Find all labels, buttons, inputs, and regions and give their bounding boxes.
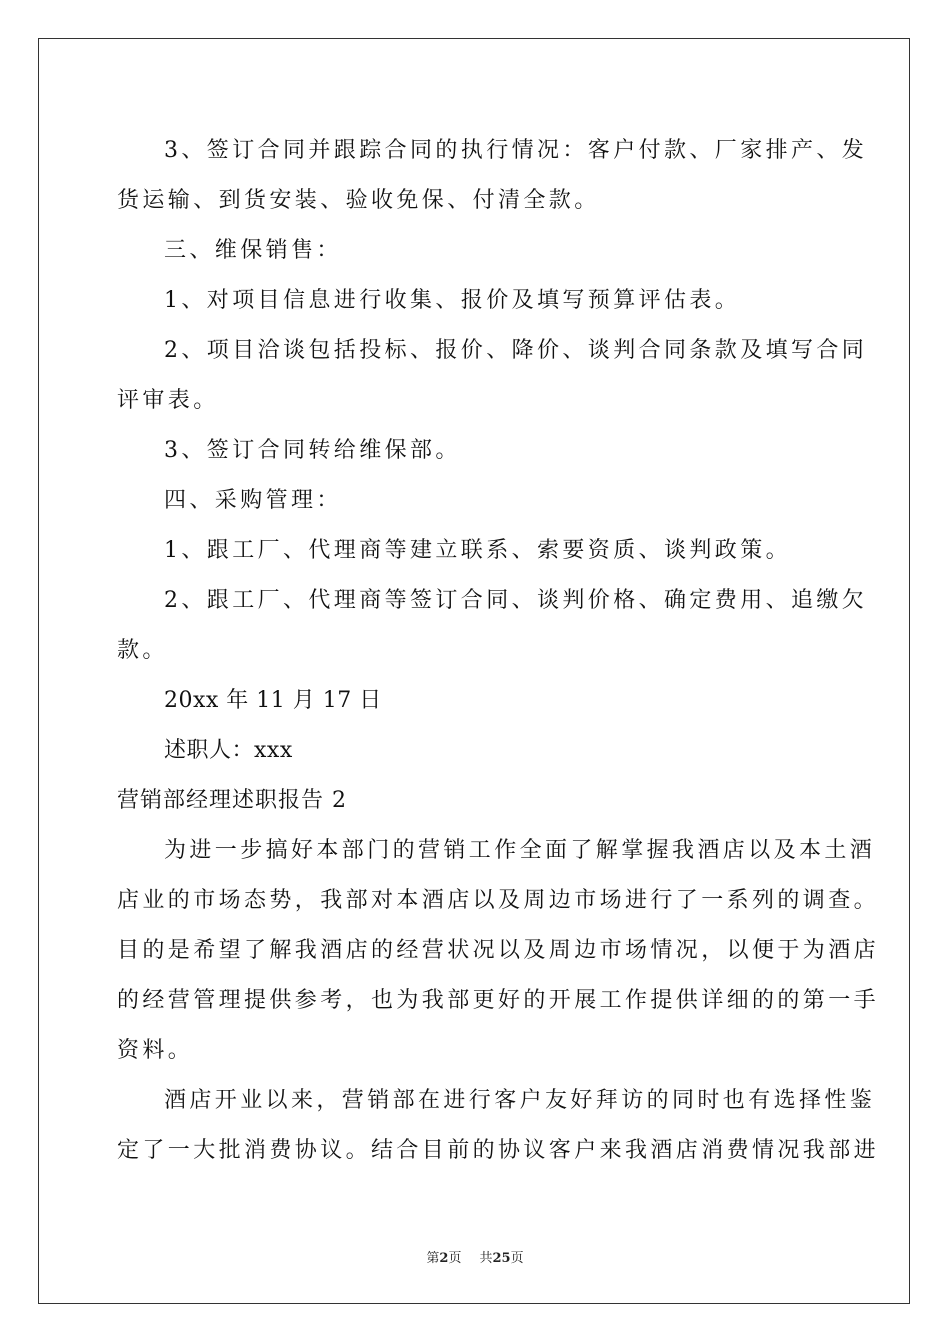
text-line: 2、项目洽谈包括投标、报价、降价、谈判合同条款及填写合同 bbox=[164, 338, 868, 363]
text-line: 2、跟工厂、代理商等签订合同、谈判价格、确定费用、追缴欠 bbox=[164, 588, 868, 613]
date-line: 20xx 年 11 月 17 日 bbox=[164, 688, 382, 713]
text-line: 店业的市场态势，我部对本酒店以及周边市场进行了一系列的调查。 bbox=[117, 888, 880, 913]
page-number: 2 bbox=[439, 1251, 449, 1266]
text-line: 酒店开业以来，营销部在进行客户友好拜访的同时也有选择性鉴 bbox=[164, 1088, 876, 1113]
section-heading: 四、采购管理： bbox=[164, 488, 342, 513]
total-pages: 25 bbox=[492, 1251, 511, 1266]
text-line: 1、跟工厂、代理商等建立联系、索要资质、谈判政策。 bbox=[164, 538, 791, 563]
page-footer bbox=[0, 1247, 950, 1266]
total-prefix: 共 bbox=[479, 1251, 493, 1266]
total-unit: 页 bbox=[510, 1251, 524, 1266]
report-title: 营销部经理述职报告 2 bbox=[117, 788, 347, 813]
text-line: 目的是希望了解我酒店的经营状况以及周边市场情况，以便于为酒店 bbox=[117, 938, 880, 963]
page-border bbox=[38, 38, 910, 1304]
text-line: 定了一大批消费协议。结合目前的协议客户来我酒店消费情况我部进 bbox=[117, 1138, 880, 1163]
text-line: 3、签订合同并跟踪合同的执行情况：客户付款、厂家排产、发 bbox=[164, 138, 868, 163]
section-heading: 三、维保销售： bbox=[164, 238, 342, 263]
text-line: 资料。 bbox=[117, 1038, 194, 1063]
text-line: 款。 bbox=[117, 638, 168, 663]
page-unit: 页 bbox=[448, 1251, 462, 1266]
text-line: 的经营管理提供参考，也为我部更好的开展工作提供详细的的第一手 bbox=[117, 988, 880, 1013]
page-prefix: 第 bbox=[426, 1251, 440, 1266]
text-line: 3、签订合同转给维保部。 bbox=[164, 438, 461, 463]
text-line: 为进一步搞好本部门的营销工作全面了解掌握我酒店以及本土酒 bbox=[164, 838, 876, 863]
text-line: 货运输、到货安装、验收免保、付清全款。 bbox=[117, 188, 600, 213]
signature-line: 述职人：xxx bbox=[164, 738, 293, 763]
text-line: 1、对项目信息进行收集、报价及填写预算评估表。 bbox=[164, 288, 741, 313]
text-line: 评审表。 bbox=[117, 388, 219, 413]
